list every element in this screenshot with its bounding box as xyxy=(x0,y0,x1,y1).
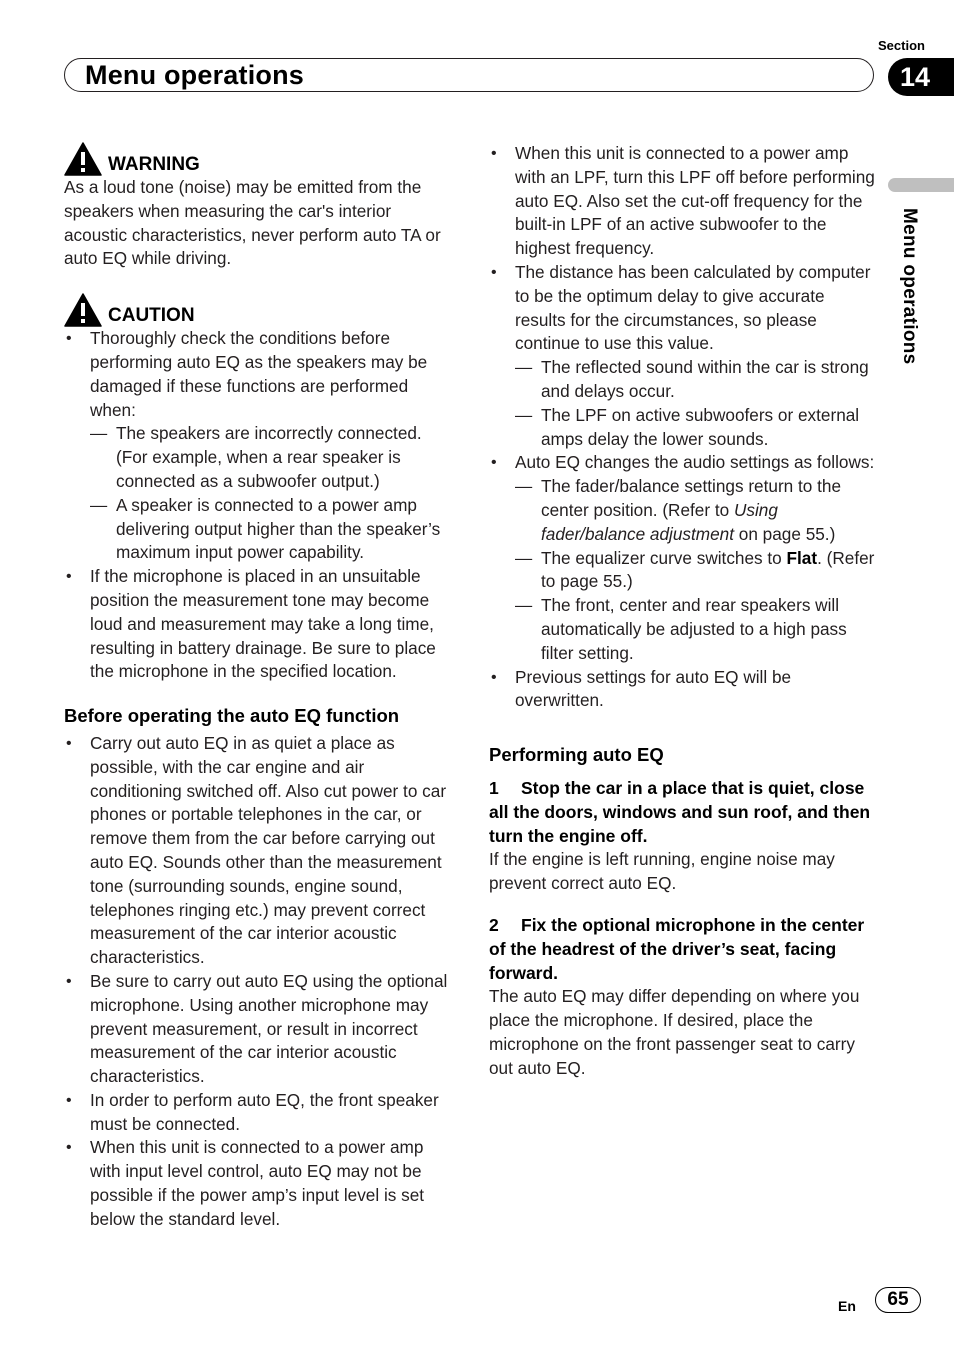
page-header xyxy=(64,58,874,92)
list-item xyxy=(515,547,879,595)
step-title-text: Stop the car in a place that is quiet, close all the doors, windows and sun roof, and then turn the engine off. xyxy=(489,777,871,846)
step-1-title xyxy=(489,777,879,848)
before-bullet-6: The distance has been calculated by computer to be the optimum delay to give accurate results for the circumstances, so please continue to use this value. xyxy=(515,261,871,354)
list-item: • Previous settings for auto EQ will be overwritten. xyxy=(489,666,879,714)
list-item: • When this unit is connected to a power amp with input level control, auto EQ may not be possible if the power amp’s input level is set below the standard level. xyxy=(64,1136,454,1231)
list-item: • Be sure to carry out auto EQ using the optional microphone. Using another microphone may prevent measurement, or result in incorrect measurement of the car interior acoustic characteristics. xyxy=(64,970,454,1089)
before-bullet-7: Auto EQ changes the audio settings as follows: xyxy=(515,452,875,473)
step-title-text: Fix the optional microphone in the center of the headrest of the driver’s seat, facing forward. xyxy=(489,914,865,983)
left-column xyxy=(64,142,454,1232)
caution-heading xyxy=(64,293,454,327)
list-item: • In order to perform auto EQ, the front speaker must be connected. xyxy=(64,1089,454,1137)
dash-text: on page 55.) xyxy=(734,523,836,544)
warning-text: As a loud tone (noise) may be emitted from the speakers when measuring the car's interior acoustic characteristics, never perform auto TA or auto EQ while driving. xyxy=(64,177,441,269)
section-number-badge: 14 xyxy=(888,58,954,96)
language-label: En xyxy=(838,1298,856,1314)
flat-setting-label: Flat xyxy=(786,547,818,568)
caution-title: CAUTION xyxy=(108,305,195,327)
before-list-continued xyxy=(489,142,879,713)
warning-title: WARNING xyxy=(108,154,200,175)
right-column xyxy=(489,142,879,1080)
page-reference: Using fader/balance adjustment xyxy=(541,499,778,544)
before-heading: Before operating the auto EQ function xyxy=(64,705,400,727)
list-item: • If the microphone is placed in an unsuitable position the measurement tone may become loud and measurement may take a long time, resulting in battery drainage. Be sure to place the microphone in the specified location. xyxy=(64,565,454,684)
step-1-text: If the engine is left running, engine noise may prevent correct auto EQ. xyxy=(489,849,835,894)
warning-heading xyxy=(64,142,454,176)
step-number: 1 xyxy=(489,777,499,798)
before-sublist-7 xyxy=(515,475,879,665)
list-item: • When this unit is connected to a power amp with an LPF, turn this LPF off before performing auto EQ. Also set the cut-off frequency for the built-in LPF of an active subwoofer to the highest frequency. xyxy=(489,142,879,261)
before-list xyxy=(64,732,454,1232)
dash-text: The equalizer curve switches to xyxy=(541,547,787,568)
step-2-text: The auto EQ may differ depending on where you place the microphone. If desired, place the microphone on the front passenger seat to carry out auto EQ. xyxy=(489,986,860,1078)
side-tab-marker xyxy=(888,178,954,192)
step-2-title xyxy=(489,914,879,985)
list-item: — The front, center and rear speakers will automatically be adjusted to a high pass filter setting. xyxy=(515,594,879,665)
list-item: — A speaker is connected to a power amp delivering output higher than the speaker’s maximum input power capability. xyxy=(90,494,454,565)
performing-heading: Performing auto EQ xyxy=(489,744,664,766)
dash-text: The fader/balance settings return to the center position. (Refer to xyxy=(541,476,842,520)
list-item: — The speakers are incorrectly connected. (For example, when a rear speaker is connected as a subwoofer output.) xyxy=(90,422,454,493)
caution-bullet-1: Thoroughly check the conditions before performing auto EQ as the speakers may be damaged if these functions are performed when: xyxy=(90,328,428,420)
page-number: 65 xyxy=(875,1287,921,1313)
side-section-label: Menu operations xyxy=(899,208,920,365)
dash-text: . (Refer to page 55.) xyxy=(541,547,875,592)
caution-icon xyxy=(64,293,102,327)
page-title: Menu operations xyxy=(85,60,305,90)
list-item: — The LPF on active subwoofers or external amps delay the lower sounds. xyxy=(515,404,879,452)
section-label: Section xyxy=(878,38,925,53)
caution-list xyxy=(64,327,454,684)
before-sublist-6 xyxy=(515,356,879,451)
list-item xyxy=(64,327,454,565)
list-item xyxy=(489,261,879,451)
list-item xyxy=(515,475,879,546)
list-item: — The reflected sound within the car is strong and delays occur. xyxy=(515,356,879,404)
step-number: 2 xyxy=(489,914,499,935)
list-item: • Carry out auto EQ in as quiet a place as possible, with the car engine and air conditioning switched off. Also cut power to car phones or portable telephones in the car, or remove them from the car before carrying out auto EQ. Sounds other than the measurement tone (surrounding sounds, engine sound, telephones ringing etc.) may prevent correct measurement of the car interior acoustic characteristics. xyxy=(64,732,454,970)
warning-icon xyxy=(64,142,102,176)
caution-sublist xyxy=(90,422,454,565)
list-item xyxy=(489,451,879,665)
